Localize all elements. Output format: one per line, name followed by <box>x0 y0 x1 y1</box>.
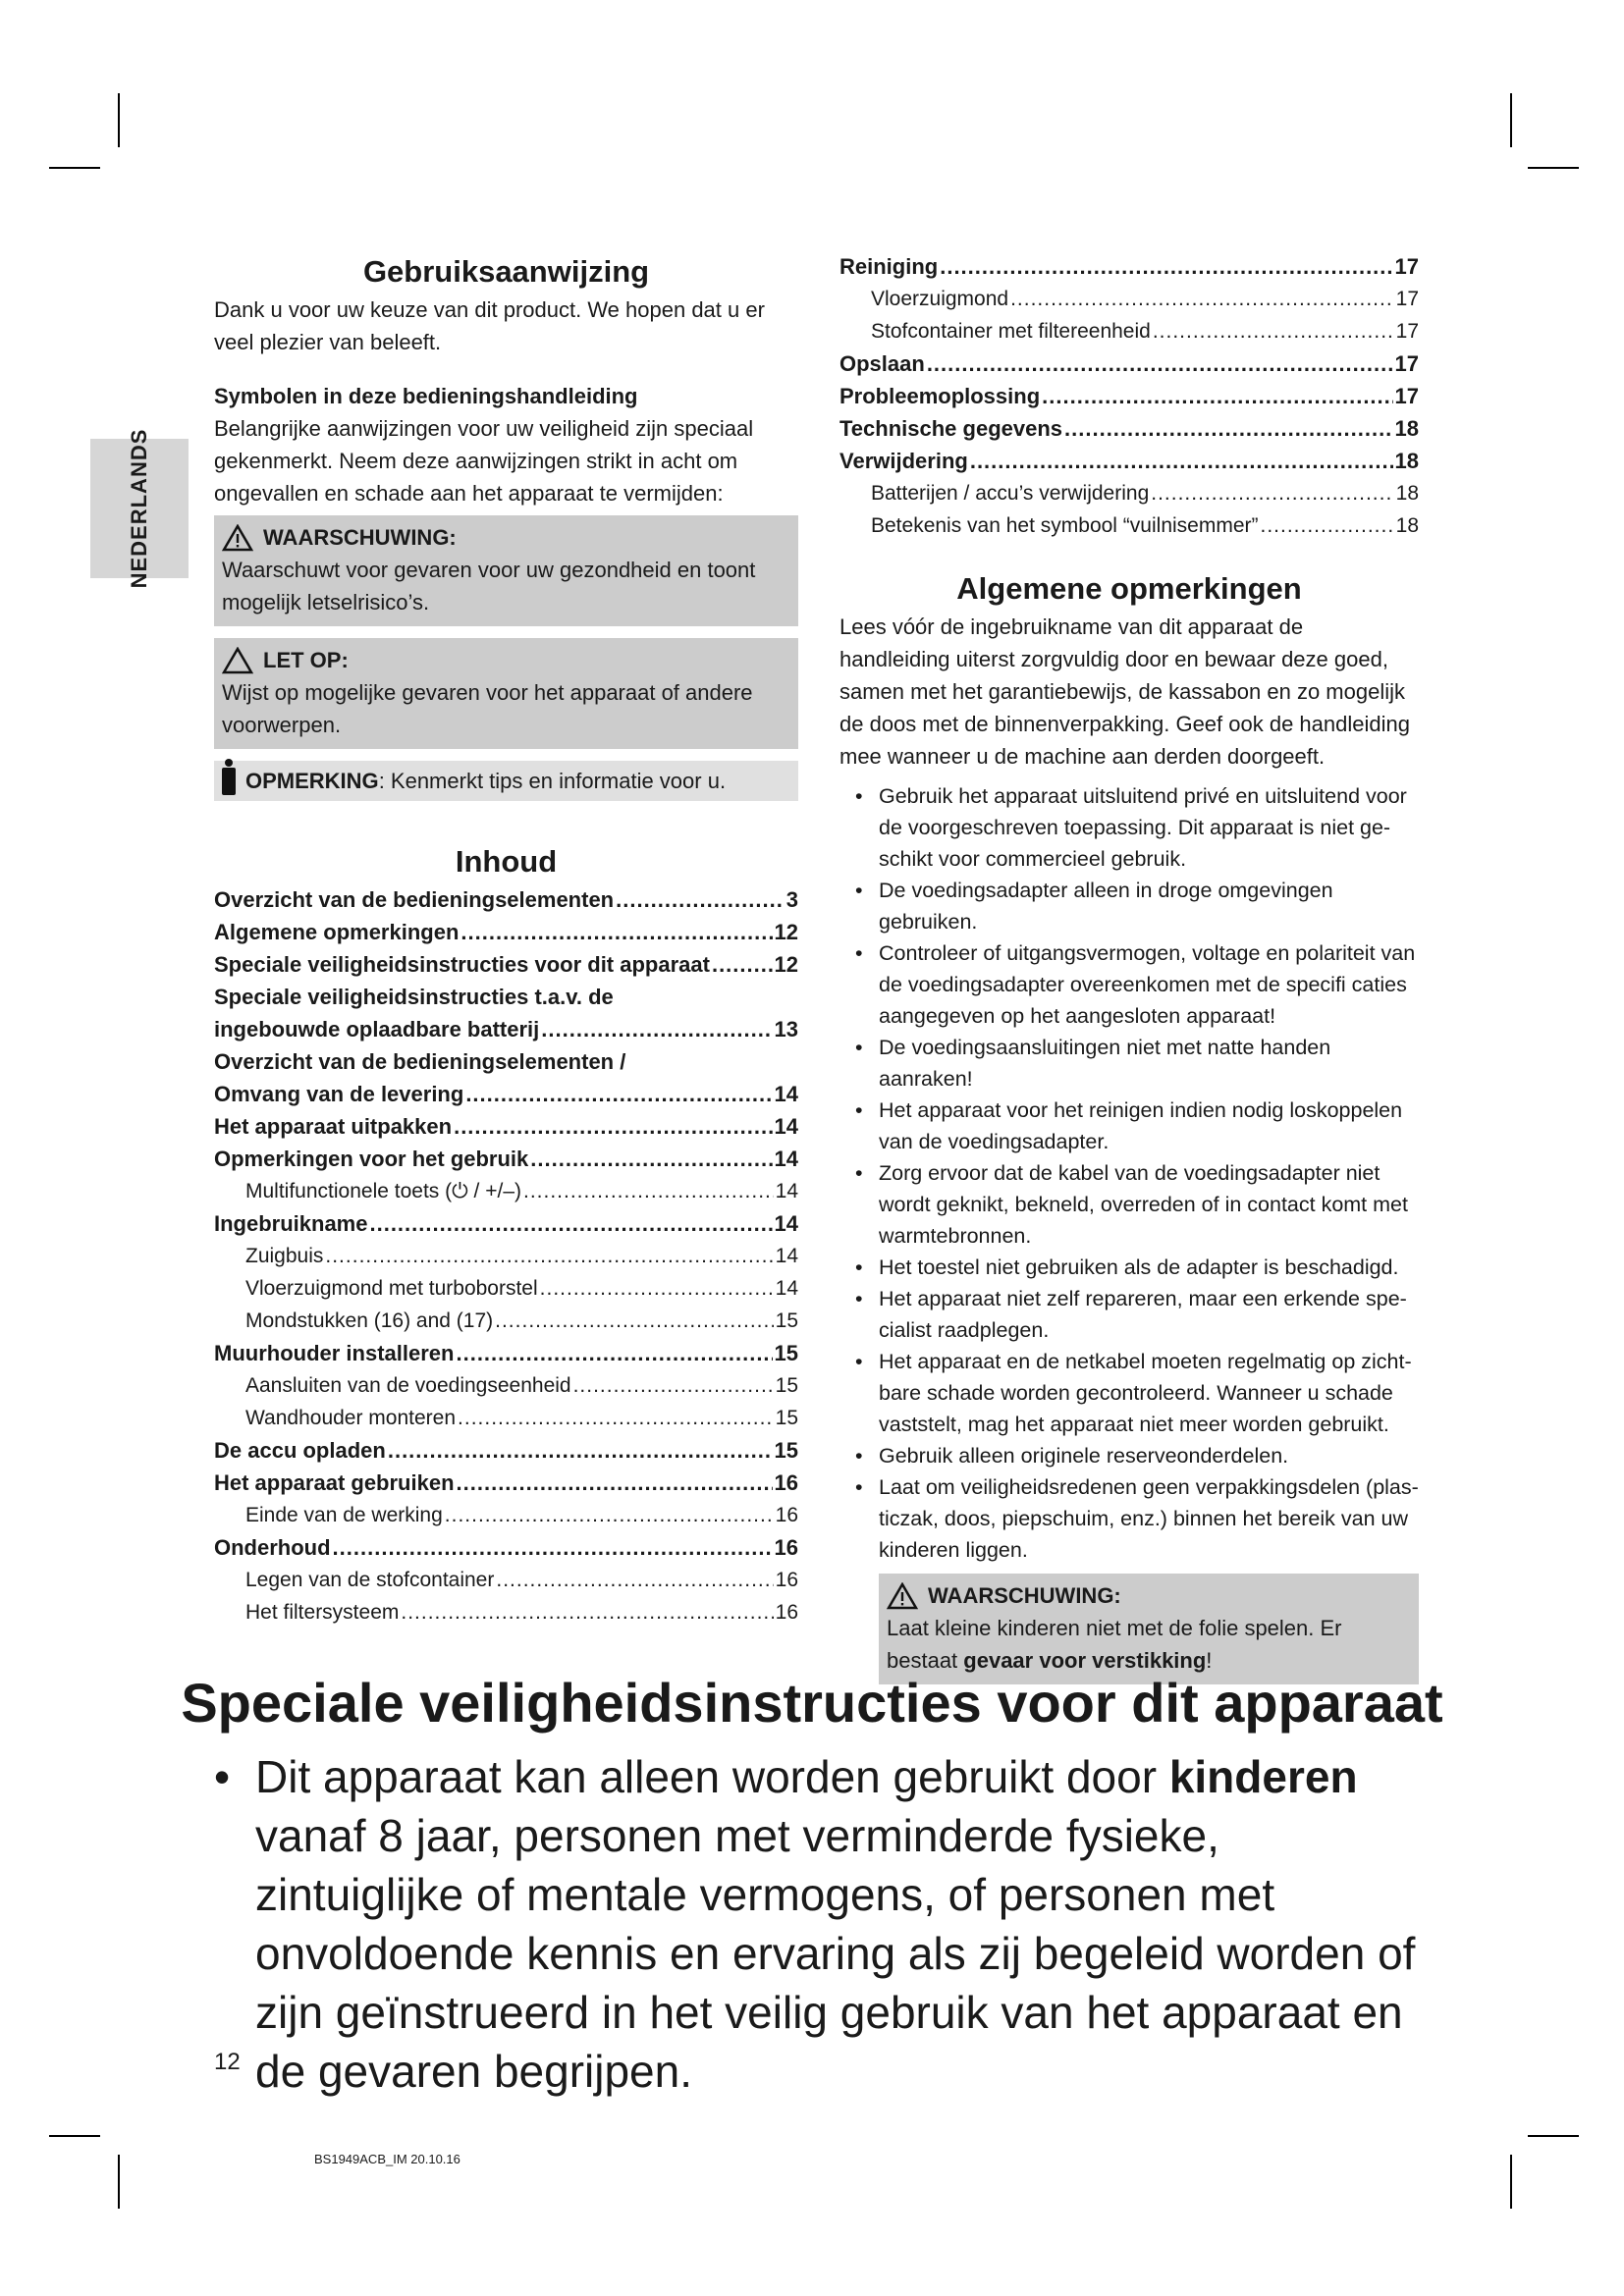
toc-dot-leader <box>388 1434 773 1467</box>
toc-entry <box>214 1337 798 1369</box>
toc-entry-title: ingebouwde oplaadbare batterij <box>214 1017 540 1041</box>
toc-entry-title: Technische gegevens <box>839 416 1063 441</box>
toc-page-number: 17 <box>1394 384 1419 408</box>
toc-dot-leader <box>927 347 1393 380</box>
toc-entry-title: Het filtersysteem <box>245 1601 400 1624</box>
toc-page-number: 15 <box>774 1341 798 1365</box>
general-remarks-title: Algemene opmerkingen <box>956 571 1302 606</box>
toc-entry <box>839 445 1419 477</box>
toc-entry <box>214 981 798 1013</box>
toc-page-number: 14 <box>774 1082 798 1106</box>
safety-bullet-item: • Het apparaat voor het reinigen indien nodig loskoppelen van de voedingsadapter. <box>839 1095 1419 1157</box>
toc-dot-leader <box>573 1369 774 1402</box>
toc-entry-title: Wandhouder monteren <box>245 1407 457 1429</box>
toc-page-number: 14 <box>774 1211 798 1236</box>
toc-entry-title: Zuigbuis <box>245 1245 324 1267</box>
toc-dot-leader <box>1151 477 1393 509</box>
page-number: 12 <box>214 2049 241 2075</box>
bullet-symbol: • <box>214 1751 231 1802</box>
toc-entry <box>839 283 1419 315</box>
safety-bullet-item: • De voedingsadapter alleen in droge omgevingen gebruiken. <box>839 875 1419 937</box>
toc-entry-title: Einde van de werking <box>245 1504 443 1526</box>
toc-dot-leader <box>523 1175 774 1207</box>
toc-dot-leader <box>1010 283 1394 315</box>
crop-mark <box>118 2155 120 2209</box>
toc-page-number: 15 <box>775 1374 798 1397</box>
toc-entry <box>839 412 1419 445</box>
folie-warning-text: Laat kleine kinderen niet met de folie spelen. Er bestaat <box>887 1616 1342 1673</box>
toc-page-number: 17 <box>1395 320 1419 343</box>
toc-entry <box>214 1110 798 1143</box>
toc-list-continued <box>839 250 1419 542</box>
crop-mark <box>1528 167 1579 169</box>
warning-label: WAARSCHUWING: <box>263 525 457 550</box>
toc-dot-leader <box>970 445 1393 477</box>
toc-page-number: 17 <box>1394 254 1419 279</box>
toc-entry <box>214 1531 798 1564</box>
toc-title: Inhoud <box>455 844 558 879</box>
toc-entry-title: Het apparaat gebruiken <box>214 1470 455 1495</box>
crop-mark <box>118 93 120 147</box>
crop-mark <box>1510 93 1512 147</box>
toc-entry-title: Reiniging <box>839 254 939 279</box>
toc-dot-leader <box>460 916 772 948</box>
toc-entry <box>214 1402 798 1434</box>
toc-entry-title: Overzicht van de bedieningselementen / <box>214 1049 626 1074</box>
toc-dot-leader <box>495 1305 774 1337</box>
toc-entry <box>214 883 798 916</box>
toc-dot-leader <box>540 1272 774 1305</box>
folie-warning-bold: gevaar voor verstikking <box>963 1648 1207 1673</box>
symbols-heading: Symbolen in deze bedieningshandleiding <box>214 384 638 408</box>
toc-dot-leader <box>1064 412 1393 445</box>
info-icon <box>222 768 236 795</box>
toc-entry-title: Speciale veiligheidsinstructies t.a.v. de <box>214 985 614 1009</box>
toc-entry <box>214 1078 798 1110</box>
note-text: : Kenmerkt tips en informatie voor u. <box>378 769 727 793</box>
folie-warning-label: WAARSCHUWING: <box>928 1583 1121 1608</box>
toc-entry-title: Ingebruikname <box>214 1211 368 1236</box>
toc-entry <box>839 315 1419 347</box>
safety-bullet-item: • Laat om veiligheidsredenen geen verpakkingsdelen (plas-ticzak, doos, piepschuim, enz.) binnen het bereik van uw kinderen liggen. <box>839 1471 1419 1566</box>
toc-dot-leader <box>712 948 773 981</box>
toc-dot-leader <box>456 1337 772 1369</box>
toc-entry-title: Onderhoud <box>214 1535 331 1560</box>
language-tab <box>90 428 189 589</box>
toc-entry <box>214 1013 798 1045</box>
toc-dot-leader <box>530 1143 772 1175</box>
toc-dot-leader <box>333 1531 773 1564</box>
toc-entry <box>214 1207 798 1240</box>
crop-mark <box>49 167 100 169</box>
toc-entry-title: Algemene opmerkingen <box>214 920 460 944</box>
toc-dot-leader <box>454 1110 772 1143</box>
toc-dot-leader <box>940 250 1392 283</box>
toc-entry <box>214 1499 798 1531</box>
toc-dot-leader <box>445 1499 774 1531</box>
special-text-after: vanaf 8 jaar, personen met verminderde fysieke, zintuiglijke of mentale vermogens, of personen met onvoldoende kennis en ervaring als zij begeleid worden of zijn geïnstrueerd in het veilig gebruik van het apparaat en de gevaren begrijpen. <box>255 1810 1416 2097</box>
toc-entry-title: Stofcontainer met filtereenheid <box>871 320 1151 343</box>
caution-box <box>214 638 798 749</box>
special-text-bold: kinderen <box>1168 1751 1358 1802</box>
toc-dot-leader <box>496 1564 773 1596</box>
warning-triangle-icon <box>222 524 253 552</box>
toc-entry-title: Opmerkingen voor het gebruik <box>214 1147 529 1171</box>
toc-page-number: 14 <box>774 1114 798 1139</box>
toc-page-number: 3 <box>785 887 798 912</box>
toc-page-number: 14 <box>774 1147 798 1171</box>
special-safety-item <box>214 1747 1432 2101</box>
note-box <box>214 761 798 801</box>
toc-entry <box>214 1175 798 1207</box>
toc-entry <box>214 1434 798 1467</box>
folie-warning-end: ! <box>1206 1648 1213 1673</box>
safety-bullet-item: • Het apparaat niet zelf repareren, maar een erkende spe-cialist raadplegen. <box>839 1283 1419 1346</box>
toc-page-number: 15 <box>775 1407 798 1429</box>
symbols-text: Belangrijke aanwijzingen voor uw veiligheid zijn speciaal gekenmerkt. Neem deze aanwijzingen strikt in acht om ongevallen en schade aan het apparaat te vermijden: <box>214 416 754 506</box>
safety-bullet-item: • Controleer of uitgangsvermogen, voltage en polariteit van de voedingsadapter overeenkomen met de specifi caties aangegeven op het aangesloten apparaat! <box>839 937 1419 1032</box>
toc-entry-title: Legen van de stofcontainer <box>245 1569 495 1591</box>
toc-page-number: 17 <box>1394 351 1419 376</box>
safety-bullet-item: • Het toestel niet gebruiken als de adapter is beschadigd. <box>839 1252 1419 1283</box>
toc-entry-title: Batterijen / accu’s verwijdering <box>871 482 1150 505</box>
toc-entry <box>214 948 798 981</box>
toc-entry-title: Muurhouder installeren <box>214 1341 455 1365</box>
toc-page-number: 12 <box>774 952 798 977</box>
general-remarks-intro: Lees vóór de ingebruikname van dit apparaat de handleiding uiterst zorgvuldig door en bewaar deze goed, samen met het garantiebewijs, de kassabon en zo mogelijk de doos met de binnenverpakking. Geef ook de handleiding mee wanneer u de machine aan derden doorgeeft. <box>839 614 1410 769</box>
toc-entry <box>214 1467 798 1499</box>
left-column <box>214 250 798 1629</box>
caution-triangle-icon <box>222 647 253 674</box>
toc-dot-leader <box>541 1013 772 1045</box>
toc-entry <box>214 1143 798 1175</box>
toc-dot-leader <box>457 1467 773 1499</box>
toc-entry <box>214 1369 798 1402</box>
toc-entry-title: Aansluiten van de voedingseenheid <box>245 1374 571 1397</box>
toc-entry-title: Speciale veiligheidsinstructies voor dit apparaat <box>214 952 710 977</box>
toc-dot-leader <box>1261 509 1394 542</box>
safety-bullet-item: • Gebruik het apparaat uitsluitend privé en uitsluitend voor de voorgeschreven toepassing. Dit apparaat is niet ge-schikt voor commercieel gebruik. <box>839 780 1419 875</box>
toc-entry <box>214 1596 798 1629</box>
toc-page-number: 14 <box>775 1180 798 1202</box>
toc-entry <box>214 1305 798 1337</box>
toc-dot-leader <box>401 1596 773 1629</box>
toc-page-number: 18 <box>1394 449 1419 473</box>
safety-bullet-item: • Gebruik alleen originele reserveonderdelen. <box>839 1440 1419 1471</box>
crop-mark <box>1510 2155 1512 2209</box>
right-column <box>839 250 1419 1696</box>
special-safety-list <box>214 1747 1432 2101</box>
toc-page-number: 12 <box>774 920 798 944</box>
toc-entry <box>839 347 1419 380</box>
toc-entry <box>839 250 1419 283</box>
toc-entry <box>214 1564 798 1596</box>
toc-page-number: 16 <box>774 1470 798 1495</box>
toc-entry-title: Multifunctionele toets (⏻ / +/–) <box>245 1180 521 1202</box>
caution-text: Wijst op mogelijke gevaren voor het apparaat of andere voorwerpen. <box>222 680 753 737</box>
toc-entry-title: Overzicht van de bedieningselementen <box>214 887 615 912</box>
toc-entry-title: Het apparaat uitpakken <box>214 1114 453 1139</box>
toc-entry <box>214 916 798 948</box>
toc-entry <box>839 509 1419 542</box>
safety-bullet-item: • Zorg ervoor dat de kabel van de voedingsadapter niet wordt geknikt, bekneld, overreden of in contact komt met warmtebronnen. <box>839 1157 1419 1252</box>
toc-page-number: 18 <box>1395 514 1419 537</box>
toc-dot-leader <box>465 1078 772 1110</box>
toc-list <box>214 883 798 1629</box>
toc-page-number: 15 <box>775 1309 798 1332</box>
warning-text: Waarschuwt voor gevaren voor uw gezondheid en toont mogelijk letselrisico’s. <box>222 558 756 614</box>
toc-entry-title: Opslaan <box>839 351 925 376</box>
safety-bullet-item: • De voedingsaansluitingen niet met natte handen aanraken! <box>839 1032 1419 1095</box>
toc-page-number: 16 <box>775 1504 798 1526</box>
crop-mark <box>49 2135 100 2137</box>
toc-entry-title: De accu opladen <box>214 1438 386 1463</box>
toc-entry <box>839 380 1419 412</box>
toc-entry-title: Probleemoplossing <box>839 384 1041 408</box>
toc-page-number: 16 <box>774 1535 798 1560</box>
warning-triangle-icon <box>887 1582 918 1610</box>
toc-page-number: 18 <box>1395 482 1419 505</box>
note-label: OPMERKING <box>245 769 379 793</box>
footer-code: BS1949ACB_IM 20.10.16 <box>314 2152 460 2166</box>
toc-page-number: 16 <box>775 1601 798 1624</box>
toc-page-number: 14 <box>775 1277 798 1300</box>
toc-entry-title: Verwijdering <box>839 449 968 473</box>
toc-page-number: 14 <box>775 1245 798 1267</box>
caution-label: LET OP: <box>263 648 349 672</box>
toc-dot-leader <box>1042 380 1392 412</box>
toc-entry-title: Omvang van de levering <box>214 1082 464 1106</box>
intro-text: Dank u voor uw keuze van dit product. We hopen dat u er veel plezier van beleeft. <box>214 297 765 354</box>
toc-dot-leader <box>1153 315 1394 347</box>
toc-entry-title: Vloerzuigmond met turboborstel <box>245 1277 538 1300</box>
toc-entry <box>214 1045 798 1078</box>
toc-page-number: 18 <box>1394 416 1419 441</box>
toc-entry <box>214 1240 798 1272</box>
toc-entry-title: Vloerzuigmond <box>871 288 1009 310</box>
toc-page-number: 13 <box>774 1017 798 1041</box>
toc-page-number: 15 <box>774 1438 798 1463</box>
toc-dot-leader <box>616 883 785 916</box>
special-text-before: Dit apparaat kan alleen worden gebruikt door <box>255 1751 1169 1802</box>
toc-entry <box>214 1272 798 1305</box>
toc-page-number: 16 <box>775 1569 798 1591</box>
special-safety-title: Speciale veiligheidsinstructies voor dit apparaat <box>181 1672 1443 1734</box>
manual-title: Gebruiksaanwijzing <box>362 254 650 289</box>
toc-dot-leader <box>458 1402 774 1434</box>
safety-bullets <box>839 780 1419 1566</box>
toc-dot-leader <box>325 1240 773 1272</box>
crop-mark <box>1528 2135 1579 2137</box>
warning-box <box>214 515 798 626</box>
language-tab-label: NEDERLANDS <box>127 428 151 589</box>
toc-page-number: 17 <box>1395 288 1419 310</box>
safety-bullet-item: • Het apparaat en de netkabel moeten regelmatig op zicht-bare schade worden gecontroleerd. Wanneer u schade vaststelt, mag het apparaat niet meer worden gebruikt. <box>839 1346 1419 1440</box>
toc-entry-title: Mondstukken (16) and (17) <box>245 1309 494 1332</box>
toc-entry <box>839 477 1419 509</box>
toc-dot-leader <box>369 1207 772 1240</box>
toc-entry-title: Betekenis van het symbool “vuilnisemmer” <box>871 514 1259 537</box>
